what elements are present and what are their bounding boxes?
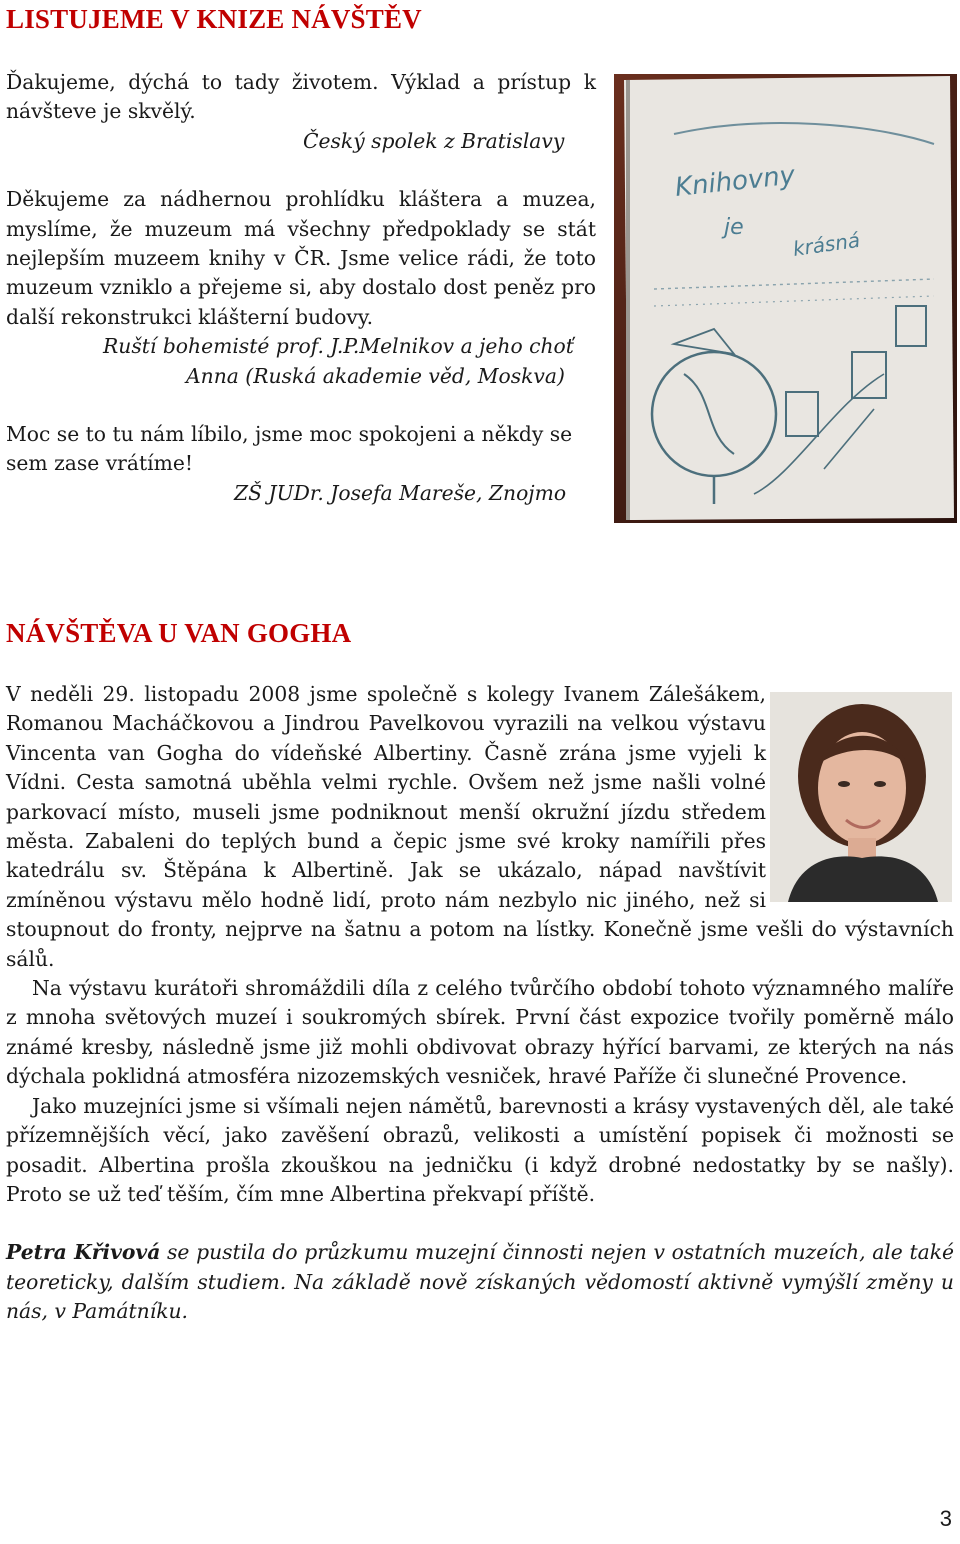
guestbook-entry-2-signature-line2: Anna (Ruská akademie věd, Moskva)	[186, 363, 565, 388]
drawing-text-1: Knihovny	[673, 160, 797, 203]
guestbook-entry-3-text: Moc se to tu nám líbilo, jsme moc spokojeni a někdy se sem zase vrátíme!	[6, 422, 573, 476]
author-name: Petra Křivová	[6, 1240, 161, 1265]
guestbook-entry-2-text: Děkujeme za nádhernou prohlídku kláštera a muzea, myslíme, že muzeum má všechny předpoklady se stát nejlepším muzeem knihy v ČR. Jsme velice rádi, že toto muzeum vzniklo a přejeme si, aby dostalo dost peněz pro další rekonstrukci klášterní budovy.	[6, 187, 596, 329]
drawing-text-2: je	[724, 215, 744, 240]
author-bio	[6, 1238, 954, 1326]
section-title-van-gogh: NÁVŠTĚVA U VAN GOGHA	[6, 618, 352, 648]
guestbook-entry-3-signature: ZŠ JUDr. Josefa Mareše, Znojmo	[234, 480, 567, 505]
article-paragraph-1: V neděli 29. listopadu 2008 jsme společně s kolegy Ivanem Zálešákem, Romanou Macháčkovou a Jindrou Pavelkovou vyrazili na velkou výstavu Vincenta van Gogha do vídeňské Albertiny. Časně zrána jsme vyjeli k Vídni. Cesta samotná uběhla velmi rychle. Ovšem než jsme našli volné parkovací místo, museli jsme podniknout menší okružní jízdu středem města. Zabaleni do teplých bund a čepic jsme své kroky namířili přes katedrálu sv. Štěpána k Albertině. Jak se ukázalo, nápad navštívit zmíněnou výstavu mělo hodně lidí, proto nám nezbylo nic jiného, než si stoupnout do fronty, nejprve na šatnu a potom na lístky. Konečně jsme vešli do výstavních sálů.	[6, 682, 954, 971]
page-number: 3	[939, 1506, 952, 1531]
drawing-text-3: krásná	[791, 227, 862, 261]
guestbook-entry-2-signature-line1: Ruští bohemisté prof. J.P.Melnikov a jeho choť	[103, 334, 574, 359]
article-body	[6, 680, 954, 1327]
guestbook-entries	[6, 68, 596, 508]
article-paragraph-2: Na výstavu kurátoři shromáždili díla z celého tvůrčího období tohoto významného malíře z mnoha světových muzeí i soukromých sbírek. První část expozice tvořily poměrně málo známé kresby, následně jsme již mohli obdivovat obrazy hýřící barvami, ze kterých na nás dýchala poklidná atmosféra nizozemských vesniček, hravé Paříže či slunečné Provence.	[6, 976, 954, 1089]
guestbook-photo	[614, 74, 957, 523]
article-paragraph-3: Jako muzejníci jsme si všímali nejen námětů, barevnosti a krásy vystavených děl, ale také přízemnějších věcí, jako zavěšení obrazů, velikosti a umístění popisek či možnosti se posadit. Albertina prošla zkouškou na jedničku (i když drobné nedostatky by se našly). Proto se už teď těším, čím mne Albertina překvapí příště.	[6, 1093, 954, 1206]
guestbook-entry-1-signature: Český spolek z Bratislavy	[303, 128, 565, 153]
guestbook-drawing	[614, 74, 957, 523]
section-title-guestbook: LISTUJEME V KNIZE NÁVŠTĚV	[6, 4, 422, 34]
guestbook-entry-1-text: Ďakujeme, dýchá to tady životem. Výklad a prístup k návšteve je skvělý.	[6, 70, 596, 124]
author-bio-text: se pustila do průzkumu muzejní činnosti nejen v ostatních muzeích, ale také teoreticky, dalším studiem. Na základě nově získaných vědomostí aktivně vymýšlí změny u nás, v Památníku.	[6, 1240, 954, 1324]
